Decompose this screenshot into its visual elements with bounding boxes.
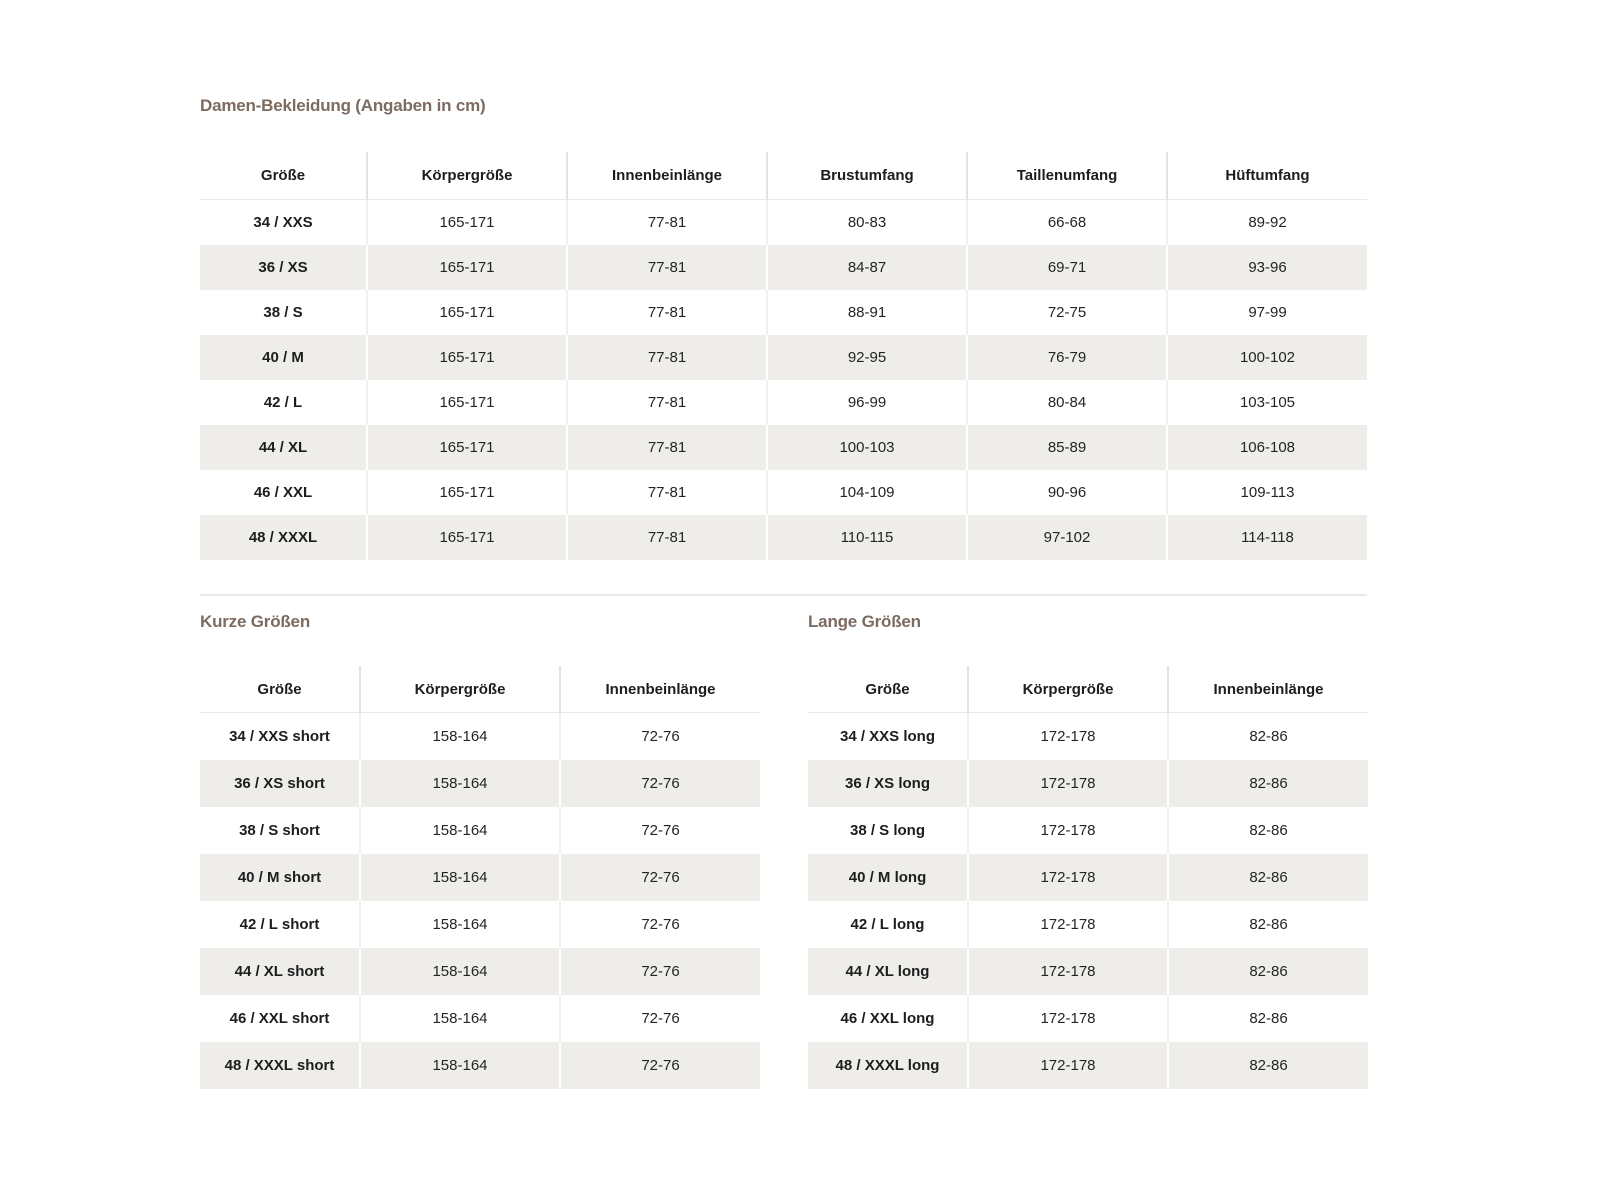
value-cell: 69-71 bbox=[967, 245, 1167, 290]
table-row bbox=[808, 713, 1368, 761]
value-cell: 165-171 bbox=[367, 515, 567, 560]
size-cell: 48 / XXXL bbox=[200, 515, 367, 560]
size-cell: 48 / XXXL short bbox=[200, 1042, 360, 1089]
value-cell: 158-164 bbox=[360, 760, 560, 807]
value-cell: 89-92 bbox=[1167, 200, 1367, 246]
table-row bbox=[200, 425, 1367, 470]
section-divider bbox=[200, 594, 1367, 596]
size-cell: 40 / M long bbox=[808, 854, 968, 901]
column-header: Körpergröße bbox=[367, 152, 567, 200]
size-cell: 44 / XL long bbox=[808, 948, 968, 995]
value-cell: 165-171 bbox=[367, 200, 567, 246]
table-row bbox=[200, 335, 1367, 380]
value-cell: 172-178 bbox=[968, 713, 1168, 761]
value-cell: 172-178 bbox=[968, 948, 1168, 995]
size-cell: 40 / M bbox=[200, 335, 367, 380]
table-row bbox=[808, 854, 1368, 901]
value-cell: 165-171 bbox=[367, 380, 567, 425]
value-cell: 100-102 bbox=[1167, 335, 1367, 380]
value-cell: 165-171 bbox=[367, 245, 567, 290]
value-cell: 72-75 bbox=[967, 290, 1167, 335]
value-cell: 106-108 bbox=[1167, 425, 1367, 470]
women-clothing-size-table bbox=[200, 152, 1367, 560]
size-cell: 46 / XXL long bbox=[840, 1010, 935, 1027]
value-cell: 172-178 bbox=[968, 760, 1168, 807]
long-sizes-table bbox=[808, 666, 1368, 1089]
column-header: Größe bbox=[200, 666, 360, 713]
size-cell: 36 / XS short bbox=[200, 760, 360, 807]
value-cell: 114-118 bbox=[1167, 515, 1367, 560]
value-cell: 82-86 bbox=[1168, 854, 1368, 901]
value-cell: 92-95 bbox=[767, 335, 967, 380]
column-header: Körpergröße bbox=[968, 666, 1168, 713]
size-cell: 38 / S long bbox=[849, 822, 925, 839]
value-cell: 110-115 bbox=[767, 515, 967, 560]
size-cell: 44 / XL bbox=[200, 425, 367, 470]
value-cell: 82-86 bbox=[1168, 807, 1368, 854]
value-cell: 72-76 bbox=[560, 807, 760, 854]
value-cell: 77-81 bbox=[567, 245, 767, 290]
value-cell: 97-99 bbox=[1167, 290, 1367, 335]
column-header: Hüftumfang bbox=[1167, 152, 1367, 200]
value-cell: 165-171 bbox=[367, 290, 567, 335]
size-cell: 40 / M short bbox=[200, 854, 360, 901]
table-row bbox=[200, 1042, 760, 1089]
table-row bbox=[808, 807, 1368, 854]
value-cell: 82-86 bbox=[1168, 948, 1368, 995]
value-cell: 72-76 bbox=[560, 760, 760, 807]
table-row bbox=[808, 948, 1368, 995]
column-header: Größe bbox=[200, 152, 367, 200]
table-row bbox=[200, 380, 1367, 425]
value-cell: 158-164 bbox=[360, 1042, 560, 1089]
size-cell: 34 / XXS short bbox=[229, 728, 330, 745]
value-cell: 104-109 bbox=[767, 470, 967, 515]
value-cell: 158-164 bbox=[360, 995, 560, 1042]
value-cell: 172-178 bbox=[968, 807, 1168, 854]
value-cell: 82-86 bbox=[1168, 995, 1368, 1042]
size-cell: 44 / XL short bbox=[200, 948, 360, 995]
short-sizes-table bbox=[200, 666, 760, 1089]
value-cell: 72-76 bbox=[560, 948, 760, 995]
value-cell: 165-171 bbox=[367, 470, 567, 515]
size-cell: 34 / XXS bbox=[253, 214, 313, 231]
value-cell: 172-178 bbox=[968, 901, 1168, 948]
size-cell: 36 / XS long bbox=[808, 760, 968, 807]
size-cell: 46 / XXL short bbox=[229, 1010, 330, 1027]
short-sizes-heading: Kurze Größen bbox=[200, 612, 311, 631]
header-row bbox=[808, 666, 1368, 713]
table-row bbox=[200, 515, 1367, 560]
table-row bbox=[200, 290, 1367, 335]
value-cell: 77-81 bbox=[567, 290, 767, 335]
column-header: Innenbeinlänge bbox=[560, 666, 760, 713]
size-cell: 46 / XXL bbox=[253, 484, 313, 501]
column-header: Größe bbox=[808, 666, 968, 713]
table-row bbox=[808, 760, 1368, 807]
column-header: Innenbeinlänge bbox=[567, 152, 767, 200]
value-cell: 77-81 bbox=[567, 515, 767, 560]
table-row bbox=[200, 854, 760, 901]
table-row bbox=[200, 948, 760, 995]
size-cell: 42 / L short bbox=[239, 916, 320, 933]
value-cell: 77-81 bbox=[567, 425, 767, 470]
value-cell: 172-178 bbox=[968, 995, 1168, 1042]
value-cell: 77-81 bbox=[567, 200, 767, 246]
value-cell: 77-81 bbox=[567, 380, 767, 425]
value-cell: 96-99 bbox=[767, 380, 967, 425]
value-cell: 72-76 bbox=[560, 995, 760, 1042]
value-cell: 158-164 bbox=[360, 807, 560, 854]
value-cell: 165-171 bbox=[367, 425, 567, 470]
column-header: Innenbeinlänge bbox=[1168, 666, 1368, 713]
header-row bbox=[200, 666, 760, 713]
value-cell: 103-105 bbox=[1167, 380, 1367, 425]
value-cell: 77-81 bbox=[567, 470, 767, 515]
header-row bbox=[200, 152, 1367, 200]
value-cell: 72-76 bbox=[560, 1042, 760, 1089]
value-cell: 72-76 bbox=[560, 713, 760, 761]
size-cell: 38 / S bbox=[263, 304, 303, 321]
page-title: Damen-Bekleidung (Angaben in cm) bbox=[200, 96, 486, 115]
table-row bbox=[200, 245, 1367, 290]
column-header: Brustumfang bbox=[767, 152, 967, 200]
size-cell: 38 / S short bbox=[239, 822, 320, 839]
column-header: Taillenumfang bbox=[967, 152, 1167, 200]
value-cell: 85-89 bbox=[967, 425, 1167, 470]
value-cell: 82-86 bbox=[1168, 713, 1368, 761]
value-cell: 82-86 bbox=[1168, 760, 1368, 807]
value-cell: 82-86 bbox=[1168, 901, 1368, 948]
table-row bbox=[200, 200, 1367, 246]
value-cell: 93-96 bbox=[1167, 245, 1367, 290]
value-cell: 100-103 bbox=[767, 425, 967, 470]
table-row bbox=[808, 1042, 1368, 1089]
table-row bbox=[200, 470, 1367, 515]
value-cell: 84-87 bbox=[767, 245, 967, 290]
long-sizes-heading: Lange Größen bbox=[808, 612, 921, 631]
table-row bbox=[808, 995, 1368, 1042]
table-row bbox=[200, 713, 760, 761]
table-row bbox=[200, 901, 760, 948]
size-cell: 36 / XS bbox=[200, 245, 367, 290]
value-cell: 97-102 bbox=[967, 515, 1167, 560]
column-header: Körpergröße bbox=[360, 666, 560, 713]
value-cell: 165-171 bbox=[367, 335, 567, 380]
value-cell: 66-68 bbox=[967, 200, 1167, 246]
value-cell: 158-164 bbox=[360, 948, 560, 995]
value-cell: 80-83 bbox=[767, 200, 967, 246]
value-cell: 158-164 bbox=[360, 854, 560, 901]
value-cell: 109-113 bbox=[1167, 470, 1367, 515]
size-cell: 42 / L long bbox=[850, 916, 925, 933]
value-cell: 76-79 bbox=[967, 335, 1167, 380]
value-cell: 158-164 bbox=[360, 713, 560, 761]
value-cell: 77-81 bbox=[567, 335, 767, 380]
value-cell: 90-96 bbox=[967, 470, 1167, 515]
table-row bbox=[200, 760, 760, 807]
value-cell: 72-76 bbox=[560, 854, 760, 901]
value-cell: 172-178 bbox=[968, 854, 1168, 901]
size-cell: 42 / L bbox=[263, 394, 303, 411]
table-row bbox=[200, 807, 760, 854]
size-cell: 34 / XXS long bbox=[839, 728, 936, 745]
value-cell: 88-91 bbox=[767, 290, 967, 335]
table-row bbox=[200, 995, 760, 1042]
value-cell: 82-86 bbox=[1168, 1042, 1368, 1089]
table-row bbox=[808, 901, 1368, 948]
value-cell: 72-76 bbox=[560, 901, 760, 948]
value-cell: 80-84 bbox=[967, 380, 1167, 425]
size-cell: 48 / XXXL long bbox=[808, 1042, 968, 1089]
value-cell: 158-164 bbox=[360, 901, 560, 948]
value-cell: 172-178 bbox=[968, 1042, 1168, 1089]
